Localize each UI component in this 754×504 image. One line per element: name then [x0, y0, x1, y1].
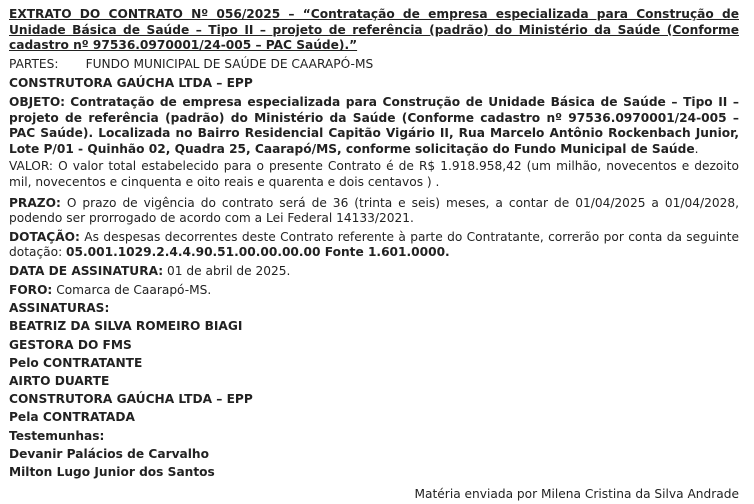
- dotacao-value: As despesas decorrentes deste Contrato referente à parte do Contratante, correrão por conta da seguinte dotação:: [9, 229, 740, 260]
- document: [9, 7, 739, 503]
- signature-line: Milton Lugo Junior dos Santos: [9, 464, 215, 479]
- contratada-name: CONSTRUTORA GAÚCHA LTDA – EPP: [9, 76, 253, 91]
- signature-line: Pela CONTRATADA: [9, 410, 135, 425]
- document-title: EXTRATO DO CONTRATO Nº 056/2025 – “Contratação de empresa especializada para Construção de Unidade Básica de Saúde – Tipo II – projeto de referência (padrão) do Ministério da Saúde (Conforme cadastro nº 97536.0970001/24-005 – PAC Saúde).”: [9, 7, 739, 53]
- signature-line: Devanir Palácios de Carvalho: [9, 446, 209, 461]
- data-assinatura-value: 01 de abril de 2025.: [167, 263, 291, 278]
- signatures-block: [9, 299, 739, 481]
- foro-label: FORO:: [9, 282, 53, 297]
- partes-label: PARTES:: [9, 56, 59, 71]
- objeto-paragraph: [9, 95, 739, 157]
- dotacao-label: DOTAÇÃO:: [9, 229, 80, 244]
- partes-value: FUNDO MUNICIPAL DE SAÚDE DE CAARAPÓ-MS: [85, 56, 374, 71]
- data-assinatura-label: DATA DE ASSINATURA:: [9, 263, 164, 278]
- signature-line: Testemunhas:: [9, 428, 105, 443]
- footer-note: Matéria enviada por Milena Cristina da Silva Andrade: [414, 487, 739, 502]
- valor-paragraph: VALOR: O valor total estabelecido para o presente Contrato é de R$ 1.918.958,42 (um milhão, novecentos e dezoito mil, novecentos e cinquenta e oito reais e quarenta e dois centavos ) .: [9, 159, 739, 189]
- signature-line: ASSINATURAS:: [9, 301, 110, 316]
- prazo-value: O prazo de vigência do contrato será de 36 (trinta e seis) meses, a contar de 01/04/2025 a 01/04/2028, podendo ser prorrogado de acordo com a Lei Federal 14133/2021.: [9, 195, 739, 226]
- foro-value: Comarca de Caarapó-MS.: [56, 282, 212, 297]
- objeto-label: OBJETO:: [9, 94, 66, 109]
- objeto-value: Contratação de empresa especializada para Construção de Unidade Básica de Saúde – Tipo II – projeto de referência (padrão) do Ministério da Saúde (Conforme cadastro nº 97536.0970001/24-005 – PAC Saúde). Localizada no Bairro Residencial Capitão Vigário II, Rua Marcelo Antônio Rockenbach Junior, Lote P/01 - Quinhão 02, Quadra 25, Caarapó/MS, conforme solicitação do Fundo Municipal de Saúde: [9, 94, 740, 156]
- prazo-paragraph: [9, 196, 739, 227]
- foro-line: [9, 283, 739, 299]
- dotacao-paragraph: [9, 230, 739, 261]
- signature-line: AIRTO DUARTE: [9, 373, 110, 388]
- data-assinatura-line: [9, 264, 739, 280]
- objeto-end: .: [694, 141, 699, 156]
- signature-line: CONSTRUTORA GAÚCHA LTDA – EPP: [9, 392, 253, 407]
- signature-line: GESTORA DO FMS: [9, 337, 132, 352]
- signature-line: Pelo CONTRATANTE: [9, 355, 143, 370]
- prazo-label: PRAZO:: [9, 195, 61, 210]
- dotacao-code: 05.001.1029.2.4.4.90.51.00.00.00.00 Fonte 1.601.0000.: [66, 245, 450, 260]
- signature-line: BEATRIZ DA SILVA ROMEIRO BIAGI: [9, 319, 243, 334]
- partes-line: [9, 57, 739, 73]
